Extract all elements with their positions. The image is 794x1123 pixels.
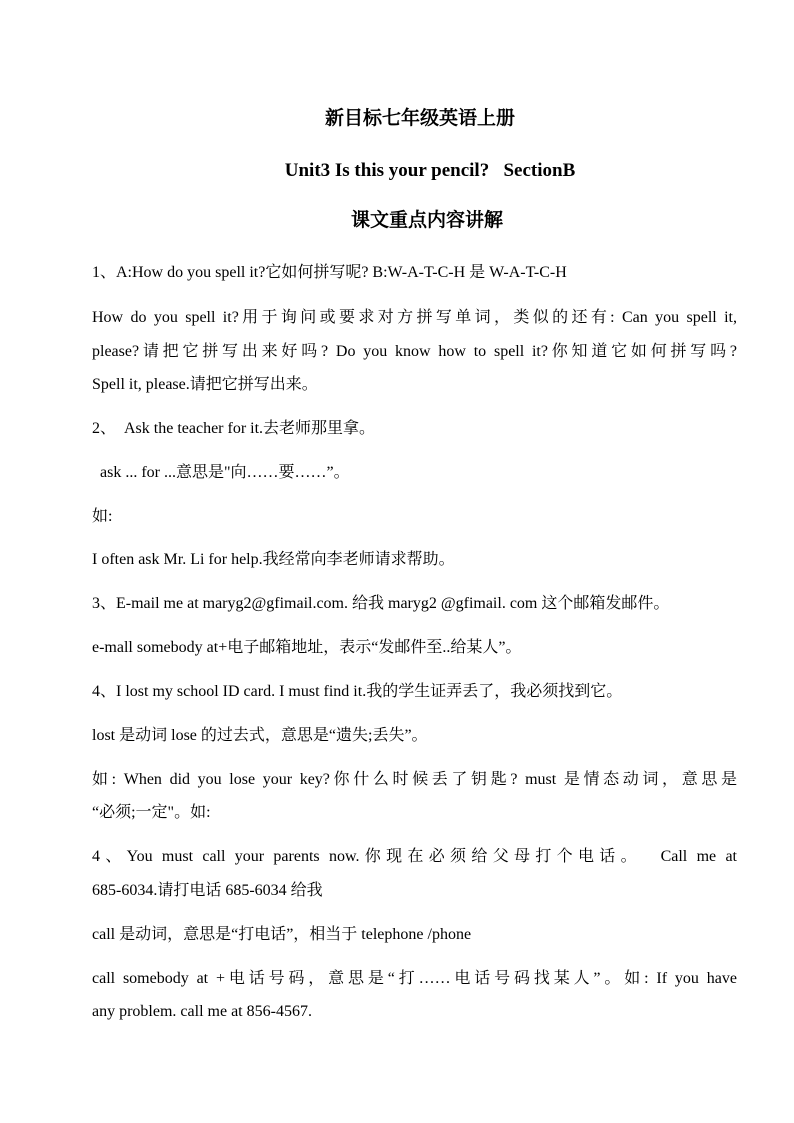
text-line: any problem. call me at 856-4567. <box>92 1003 312 1020</box>
text-line: 1、A:How do you spell it?它如何拼写呢? B:W-A-T-C-H 是 W-A-T-C-H <box>92 264 567 281</box>
text-line: I often ask Mr. Li for help.我经常向李老师请求帮助。 <box>92 551 455 568</box>
text-line: How do you spell it?用于询问或要求对方拼写单词，类似的还有: Can you spell it, <box>92 309 737 326</box>
text-line: “必须;一定"。如: <box>92 804 211 821</box>
text-line: please?请把它拼写出来好吗? Do you know how to spell it?你知道它如何拼写吗? <box>92 343 737 360</box>
text-line: 如: <box>92 508 113 525</box>
text-line: e-mall somebody at+电子邮箱地址，表示“发邮件至..给某人”。 <box>92 639 522 656</box>
text-line: 3、E-mail me at maryg2@gfimail.com. 给我 maryg2 @gfimail. com 这个邮箱发邮件。 <box>92 595 670 612</box>
text-line: 如: When did you lose your key?你什么时候丢了钥匙? must 是情态动词，意思是 <box>92 771 737 788</box>
text-line: 685-6034.请打电话 685-6034 给我 <box>92 882 323 899</box>
text-line: 4、I lost my school ID card. I must find it.我的学生证弄丢了，我必须找到它。 <box>92 683 623 700</box>
text-line: call 是动词，意思是“打电话”，相当于 telephone /phone <box>92 926 472 943</box>
text-line: 4、You must call your parents now.你现在必须给父母打个电话。 Call me at <box>92 848 737 865</box>
text-line: call somebody at +电话号码，意思是“打……电话号码找某人”。如: If you have <box>92 970 737 987</box>
text-line: lost 是动词 lose 的过去式，意思是“遗失;丢失”。 <box>92 727 428 744</box>
text-line: Spell it, please.请把它拼写出来。 <box>92 376 318 393</box>
section-subtitle: 课文重点内容讲解 <box>350 210 503 231</box>
text-line: 2、 Ask the teacher for it.去老师那里拿。 <box>92 420 376 437</box>
document-title: 新目标七年级英语上册 <box>324 108 515 129</box>
unit-title: Unit3 Is this your pencil? SectionB <box>284 160 576 181</box>
text-line: ask ... for ...意思是"向……要……”。 <box>92 464 350 481</box>
